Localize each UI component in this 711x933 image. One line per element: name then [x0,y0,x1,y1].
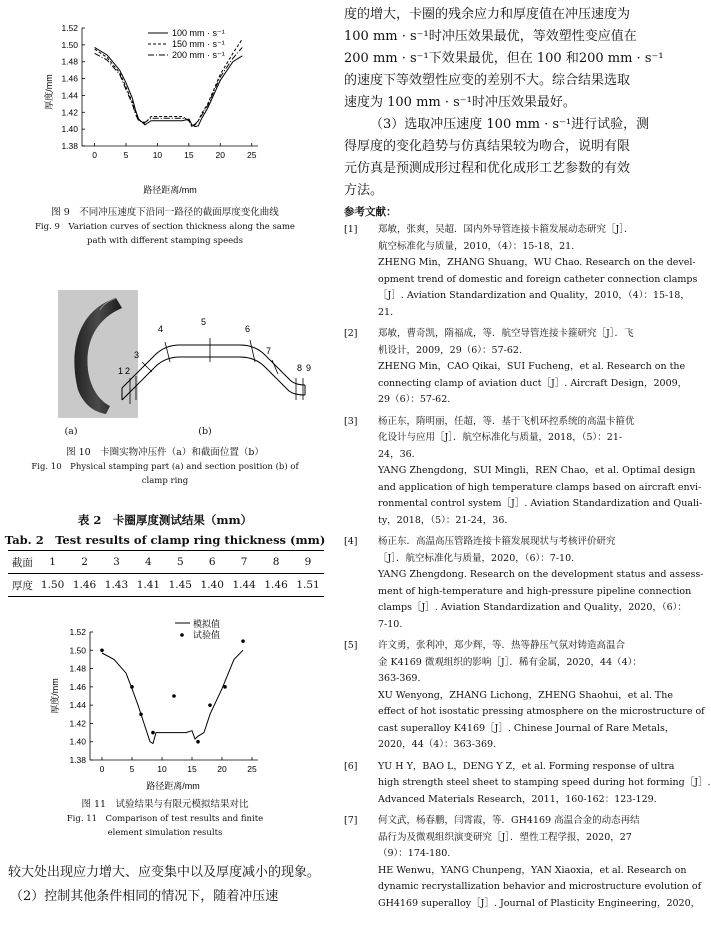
fig11-xlabel: 路径距离/mm [146,781,200,791]
fig9-caption-cn: 图 9 不同冲压速度下沿同一路径的截面厚度变化曲线 [51,207,279,218]
right-text-line: 的速度下等效塑性应变的差别不大。综合结果选取 [344,73,631,88]
y-tick-label: 1.50 [69,645,86,656]
reference-line: dynamic recrystallization behavior and microstructure evolution of [378,881,702,892]
y-tick-label: 1.40 [69,736,86,747]
table2-cell: 8 [260,551,292,574]
reference-line: ronmental control system［J］. Aviation Standardization and Quali- [378,498,703,509]
fig10-label-b: (b) [198,426,212,437]
right-text-line: 速度为 100 mm · s⁻¹时冲压效果最好。 [344,95,576,110]
table2-row-1 [8,551,324,574]
section-point-4: 4 [158,324,164,334]
reference-line: 7-10. [378,618,403,630]
section-point-6: 6 [245,324,251,334]
y-tick-label: 1.48 [61,56,78,67]
reference-line: 化设计与应用［J］．航空标准化与质量，2018，（5）：21- [378,432,623,443]
reference-line: ty，2018，（5）：21-24，36. [378,514,508,526]
reference-item [344,759,711,809]
x-tick-label: 0 [92,150,97,160]
reference-line: 何文武，杨春鹏，闫霄霞，等．GH4169 高温合金的动态再结 [378,815,640,826]
fig10-label-a: (a) [64,426,78,437]
reference-line: Advanced Materials Research，2011，160-162：123-129. [378,793,657,805]
fig11-test-point [130,685,134,689]
reference-line: （9）：174-180. [378,848,451,859]
reference-line: 郑敏，张爽，吴超．国内外导管连接卡箍发展动态研究［J］． [378,224,634,235]
table2-cell: 6 [196,551,228,574]
reference-line: YANG Zhengdong，SUI Mingli，REN Chao，et al. Optimal design [378,465,696,476]
table2-cell: 2 [69,551,101,574]
fig9-legend-2: 150 mm · s⁻¹ [172,39,225,49]
right-text-line: 元仿真是预测成形过程和优化成形工艺参数的有效 [344,161,631,176]
reference-item [344,813,702,912]
fig11-test-point [223,685,227,689]
right-text-line: 200 mm · s⁻¹下效果最优，但在 100 和200 mm · s⁻¹ [344,51,664,66]
table2 [8,550,324,597]
table2-title-cn: 表 2 卡圈厚度测试结果（mm） [77,513,253,527]
reference-line: 郑敏，曹奇凯，隋福成，等．航空导管连接卡箍研究［J］．飞 [378,328,634,339]
section-point-1: 1 [118,366,124,376]
fig10-caption-cn: 图 10 卡圈实物冲压件（a）和截面位置（b） [66,447,264,458]
reference-line: ZHENG Min，ZHANG Shuang，WU Chao. Research on the devel- [378,257,696,268]
fig11-test-point [241,639,245,643]
table2-cell: 5 [164,551,196,574]
x-tick-label: 15 [187,764,197,774]
table2-cell: 1.50 [40,579,65,591]
reference-line: XU Wenyong，ZHANG Lichong，ZHENG Shaohui，et al. The [378,689,673,701]
table2-cell: 1.43 [104,579,129,591]
reference-line: 21. [378,306,394,318]
x-tick-label: 0 [99,764,105,774]
reference-line: 363-369. [378,673,421,684]
table2-cell: 7 [228,551,260,574]
y-tick-label: 1.38 [61,141,78,151]
reference-number: [3] [344,415,358,427]
reference-line: 机设计，2009，29（6）：57-62. [378,344,522,356]
reference-line: YU H Y，BAO L，DENG Y Z，et al. Forming response of ultra [378,760,675,772]
reference-number: [1] [344,224,358,235]
table2-cell: 1.51 [296,579,320,591]
left-paragraph-2: （2）控制其他条件相同的情况下，随着冲压速 [10,889,279,904]
reference-item [344,222,698,321]
fig11-test-point [208,703,212,707]
fig10-caption-en2: clamp ring [141,476,189,486]
fig11-caption [30,798,300,840]
reference-line: 24，36. [378,448,415,460]
fig11-test-point [172,694,176,698]
reference-number: [7] [344,815,358,826]
reference-line: 杨正东，隋明丽，任超，等．基于飞机环控系统的高温卡箍优 [378,415,635,427]
reference-line: 29（6）：57-62. [378,394,451,405]
fig11-caption-cn: 图 11 试验结果与有限元模拟结果对比 [81,799,249,810]
fig9-caption-en1: Fig. 9 Variation curves of section thickness along the same [35,222,295,232]
reference-line: GH4169 superalloy［J］. Journal of Plasticity Engineering，2020， [378,897,701,909]
fig9-legend [148,28,225,60]
y-tick-label: 1.44 [69,700,86,711]
section-point-5: 5 [201,317,207,327]
table2-cell: 1.45 [168,579,192,591]
table2-cell: 3 [101,551,133,574]
y-tick-label: 1.44 [61,90,78,101]
table2-title [0,510,330,550]
table2-cell: 1.46 [72,579,97,591]
y-tick-label: 1.42 [61,107,78,118]
fig9-ylabel: 厚度/mm [44,74,54,110]
right-text-line: 100 mm · s⁻¹时冲压效果最优，等效塑性变应值在 [344,29,637,44]
table2-cell: 9 [292,551,324,574]
reference-item [344,414,703,530]
fig9-caption [20,206,310,248]
fig9-caption-en2: path with different stamping speeds [87,236,243,246]
y-tick-label: 1.40 [61,124,78,135]
fig10-caption [10,446,320,488]
fig9-chart [0,0,330,200]
table2-cell: 1.46 [264,579,288,591]
table2-row-header: 截面 [8,551,37,574]
table2-cell: 1.41 [136,579,161,591]
reference-item [344,326,688,409]
reference-line: ZHENG Min，CAO Qikai，SUI Fucheng，et al. Research on the [378,361,686,372]
reference-line: 晶行为及微观组织演变研究［J］．塑性工程学报，2020，27 [378,831,632,843]
fig11-caption-en2: element simulation results [107,828,223,838]
references-title: 参考文献： [344,206,397,218]
reference-line: ment of high-temperature and high-pressure pipeline connection [378,585,692,597]
fig10-section-diagram [110,310,320,425]
section-point-8: 8 [297,363,303,373]
reference-line: 金 K4169 微观组织的影响［J］．稀有金属，2020，44（4）： [378,656,642,668]
left-body-text [8,862,326,908]
x-tick-label: 15 [184,150,194,160]
y-tick-label: 1.38 [69,755,86,765]
left-paragraph-1: 较大处出现应力增大、应变集中以及厚度减小的现象。 [8,865,321,880]
right-text-line: 得厚度的变化趋势与仿真结果较为吻合，说明有限 [344,139,631,154]
fig10-caption-en1: Fig. 10 Physical stamping part (a) and section position (b) of [31,462,299,472]
reference-line: opment trend of domestic and foreign catheter connection clamps [378,273,698,285]
section-point-3: 3 [134,350,140,360]
reference-item [344,534,704,633]
x-tick-label: 10 [157,764,167,774]
fig11-chart [0,600,330,800]
table2-cell: 1 [37,551,69,574]
table2-row-2 [8,574,324,597]
fig9-xlabel: 路径距离/mm [143,185,197,195]
reference-line: and application of high temperature clamps based on aircraft envi- [378,481,702,493]
reference-line: high strength steel sheet to stamping speed during hot forming［J］. [378,777,711,788]
table2-cell: 1.40 [200,579,224,591]
reference-line: HE Wenwu，YANG Chunpeng，YAN Xiaoxia，et al. Research on [378,864,687,876]
right-text-line: （3）选取冲压速度 100 mm · s⁻¹进行试验，测 [370,117,650,132]
fig11-test-point [139,712,143,716]
reference-line: 2020，44（4）：363-369. [378,739,497,750]
fig9-legend-1: 100 mm · s⁻¹ [172,28,225,38]
fig11-legend-exp: 试验值 [193,630,221,640]
section-point-7: 7 [266,346,272,356]
x-tick-label: 5 [123,150,129,160]
x-tick-label: 25 [247,764,257,774]
y-tick-label: 1.46 [69,681,86,692]
reference-line: ［J］. Aviation Standardization and Quality，2010，（4）：15-18， [378,290,690,301]
y-tick-label: 1.48 [69,663,86,674]
section-point-9: 9 [306,363,312,373]
y-tick-label: 1.42 [69,718,86,729]
table2-title-en: Tab. 2 Test results of clamp ring thickness (mm) [4,533,326,547]
y-tick-label: 1.52 [61,23,78,33]
reference-number: [2] [344,328,358,339]
table2-cell: 4 [132,551,164,574]
x-tick-label: 20 [217,764,227,774]
x-tick-label: 25 [246,150,257,160]
reference-line: 杨正东．高温高压管路连接卡箍发展现状与考核评价研究 [378,536,616,547]
table2-row-header: 厚度 [11,579,33,592]
reference-line: effect of hot isostatic pressing atmosphere on the microstructure of [378,706,705,717]
right-text-line: 方法。 [344,183,384,198]
reference-item [344,638,705,754]
y-tick-label: 1.52 [69,627,86,637]
reference-number: [5] [344,640,358,651]
fig11-test-point [151,731,155,735]
fig11-test-point [196,740,200,744]
right-body-text [344,4,664,202]
section-point-2: 2 [125,366,131,376]
fig9-legend-3: 200 mm · s⁻¹ [172,50,225,60]
reference-line: connecting clamp of aviation duct［J］. Aircraft Design，2009， [378,377,688,389]
x-tick-label: 10 [152,150,163,160]
fig11-legend-sim: 模拟值 [193,619,221,629]
fig11-ylabel: 厚度/mm [50,678,60,714]
table2-cell: 1.44 [232,579,256,591]
y-tick-label: 1.46 [61,73,78,84]
fig11-legend [175,618,220,640]
reference-line: clamps［J］. Aviation Standardization and Quality，2020，（6）： [378,602,687,613]
x-tick-label: 20 [215,150,226,160]
y-tick-label: 1.50 [61,39,78,50]
fig11-caption-en1: Fig. 11 Comparison of test results and finite [66,814,264,824]
reference-line: 许文勇，张利冲，郑少辉，等．热等静压气氛对铸造高温合 [378,640,626,651]
fig11-test-point [100,648,104,652]
reference-line: 航空标准化与质量，2010，（4）：15-18，21. [378,240,575,252]
reference-line: YANG Zhengdong. Research on the development status and assess- [378,569,704,580]
reference-line: cast superalloy K4169［J］. Chinese Journal of Rare Metals， [378,722,675,734]
reference-number: [6] [344,760,358,772]
x-tick-label: 5 [129,764,135,774]
right-text-line: 度的增大，卡圈的残余应力和厚度值在冲压速度为 [344,7,631,22]
references-list [344,222,711,917]
reference-number: [4] [344,536,358,547]
reference-line: ［J］．航空标准化与质量，2020，（6）：7-10. [378,552,575,564]
